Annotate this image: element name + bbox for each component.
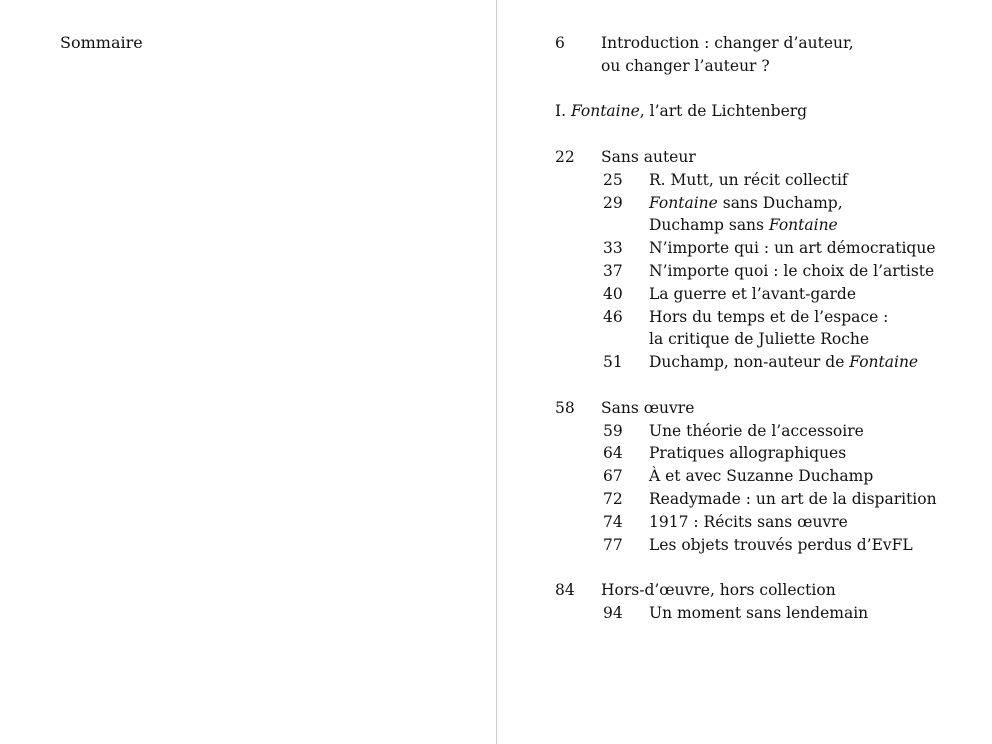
- toc-page-number: 33: [603, 239, 623, 258]
- toc-entry-title: Une théorie de l’accessoire: [649, 421, 864, 440]
- toc-page-number: 94: [603, 603, 623, 622]
- toc-entry-title: ou changer l’auteur ?: [601, 56, 770, 75]
- page-title: Sommaire: [60, 33, 143, 52]
- toc-entry-title: Hors du temps et de l’espace :: [649, 307, 889, 326]
- toc-entry: [555, 192, 987, 215]
- toc-entry-title: Les objets trouvés perdus d’EvFL: [649, 535, 913, 554]
- toc-entry: [555, 534, 987, 557]
- toc-entry-title: Un moment sans lendemain: [649, 603, 869, 622]
- toc-entry: [555, 511, 987, 534]
- toc-page-number: 22: [555, 147, 575, 166]
- toc-entry-continued: [555, 214, 987, 237]
- toc-page-number: 6: [555, 34, 565, 52]
- toc-section-title: Hors-d’œuvre, hors collection: [601, 581, 836, 600]
- toc-section-sans-auteur: [555, 146, 987, 169]
- toc-page-number: 84: [555, 581, 575, 600]
- toc-page-number: 40: [603, 284, 623, 303]
- toc-part-title: [555, 100, 987, 123]
- toc-entry: [555, 169, 987, 192]
- toc-entry: [555, 602, 987, 625]
- part-title-rest: , l’art de Lichtenberg: [639, 102, 808, 121]
- italic-title: Fontaine: [649, 193, 718, 212]
- toc-entry: [555, 283, 987, 306]
- toc-page-number: 59: [603, 421, 623, 440]
- toc-entry-title: [649, 351, 918, 374]
- toc-entry-intro-continued: [555, 55, 987, 78]
- title-text: Duchamp, non-auteur de: [649, 353, 850, 372]
- toc-entry-title: La guerre et l’avant-garde: [649, 284, 857, 303]
- part-prefix: I.: [555, 102, 571, 121]
- toc-entry-title: Pratiques allographiques: [649, 444, 847, 463]
- toc-entry-title: [649, 214, 838, 237]
- toc-page-number: 37: [603, 261, 623, 280]
- toc-entry-title: R. Mutt, un récit collectif: [649, 170, 848, 189]
- toc-entry-title: 1917 : Récits sans œuvre: [649, 512, 848, 531]
- toc-entry: [555, 306, 987, 329]
- toc-page-number: 74: [603, 512, 623, 531]
- toc-section-hors-doeuvre: [555, 579, 987, 602]
- toc-section-title: Sans œuvre: [601, 398, 695, 417]
- toc-entry: [555, 237, 987, 260]
- toc-entry-title: Readymade : un art de la disparition: [649, 489, 937, 508]
- part-title-italic: Fontaine: [570, 102, 640, 121]
- toc-entry: [555, 442, 987, 465]
- toc-entry-title: Introduction : changer d’auteur,: [601, 34, 854, 52]
- toc-entry: [555, 260, 987, 283]
- title-rest: sans Duchamp,: [717, 193, 843, 212]
- table-of-contents: [555, 32, 987, 625]
- italic-title: Fontaine: [849, 353, 919, 372]
- toc-page-number: 46: [603, 307, 623, 326]
- right-page: [497, 0, 992, 744]
- toc-entry: [555, 420, 987, 443]
- toc-page-number: 77: [603, 535, 623, 554]
- toc-entry-title: N’importe qui : un art démocratique: [649, 239, 936, 258]
- toc-entry-title: [649, 192, 843, 215]
- toc-entry: [555, 465, 987, 488]
- toc-entry-title: N’importe quoi : le choix de l’artiste: [649, 261, 935, 280]
- toc-page-number: 29: [603, 193, 623, 212]
- toc-page-number: 58: [555, 398, 575, 417]
- italic-title: Fontaine: [768, 216, 838, 235]
- toc-page-number: 64: [603, 444, 623, 463]
- toc-entry: [555, 488, 987, 511]
- toc-entry: [555, 351, 987, 374]
- toc-entry-continued: [555, 328, 987, 351]
- toc-section-title: Sans auteur: [601, 147, 696, 166]
- toc-page-number: 51: [603, 353, 623, 372]
- toc-section-sans-oeuvre: [555, 397, 987, 420]
- toc-entry-intro: [555, 32, 987, 55]
- toc-page-number: 25: [603, 170, 623, 189]
- toc-entry-title: À et avec Suzanne Duchamp: [649, 467, 874, 486]
- toc-page-number: 67: [603, 467, 623, 486]
- title-text: Duchamp sans: [649, 216, 769, 235]
- toc-entry-title: la critique de Juliette Roche: [649, 330, 870, 349]
- toc-page-number: 72: [603, 489, 623, 508]
